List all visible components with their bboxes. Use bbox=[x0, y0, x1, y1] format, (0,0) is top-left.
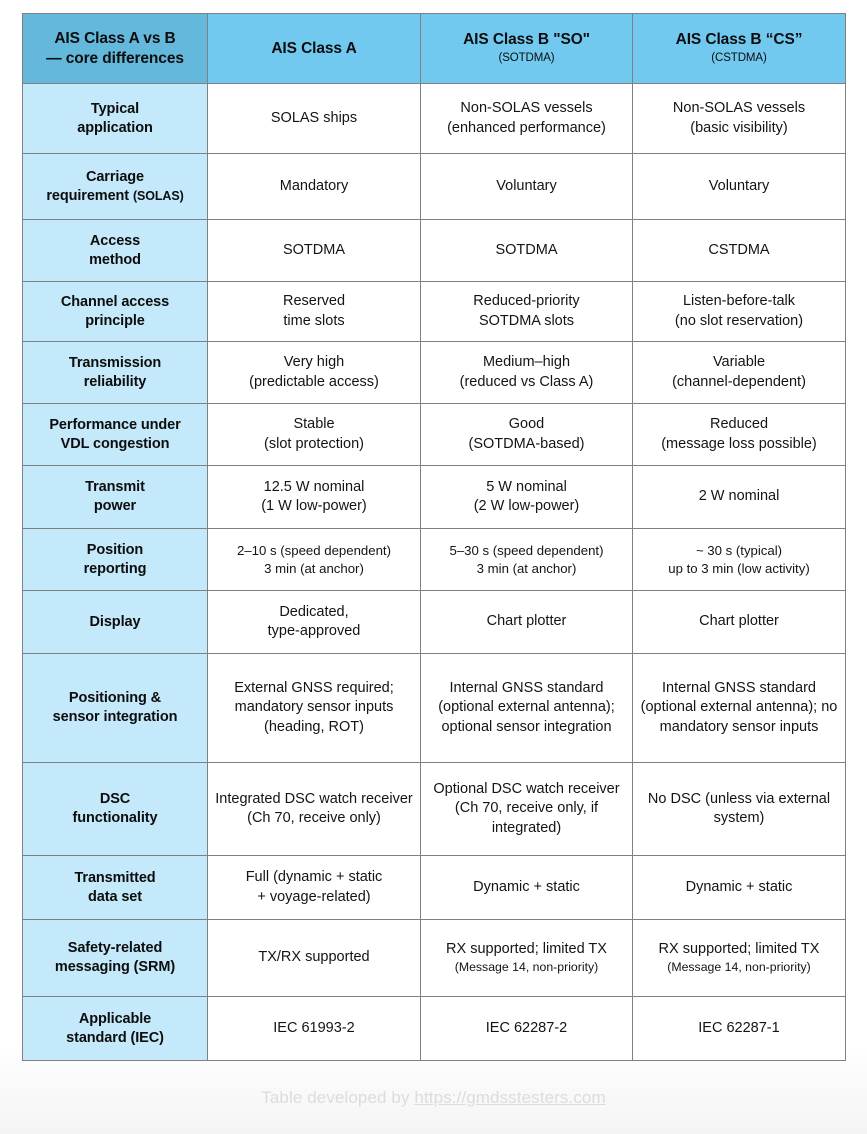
cell-text-2: (predictable access) bbox=[249, 373, 379, 390]
footer-link[interactable]: https://gmdsstesters.com bbox=[414, 1088, 606, 1107]
cell-text-2: (basic visibility) bbox=[690, 119, 788, 136]
cell-text: Stable bbox=[293, 416, 335, 433]
cell-class-a bbox=[208, 220, 421, 282]
comparison-table-container bbox=[22, 13, 845, 1061]
row-label-line2: requirement bbox=[46, 187, 130, 204]
cell-text: RX supported; limited TX bbox=[658, 941, 820, 958]
header-title-line2: — core differences bbox=[46, 49, 184, 67]
table-header bbox=[23, 14, 846, 84]
row-label-line1: Transmission bbox=[68, 354, 162, 371]
cell-note: (Message 14, non-priority) bbox=[454, 960, 599, 975]
header-row bbox=[23, 14, 846, 84]
cell-text-2: (1 W low-power) bbox=[261, 498, 367, 514]
header-title: AIS Class A bbox=[271, 39, 357, 57]
cell-text-2: (enhanced performance) bbox=[447, 119, 606, 136]
row-label-line2: VDL congestion bbox=[60, 435, 170, 452]
ais-comparison-table bbox=[22, 13, 846, 1061]
cell-text: Optional DSC watch receiver (Ch 70, receive only, if integrated) bbox=[433, 781, 620, 836]
cell-text: Internal GNSS standard (optional external antenna); optional sensor integration bbox=[438, 680, 615, 735]
cell-text: SOLAS ships bbox=[270, 109, 358, 126]
cell-class-b-so bbox=[421, 466, 633, 529]
cell-note: (Message 14, non-priority) bbox=[667, 960, 811, 975]
cell-text: Integrated DSC watch receiver (Ch 70, receive only) bbox=[215, 790, 413, 826]
cell-text: SOTDMA bbox=[282, 241, 346, 258]
cell-text-2: (no slot reservation) bbox=[674, 312, 804, 329]
row-label-positioning-sensor-integration bbox=[23, 654, 208, 763]
cell-class-b-cs bbox=[633, 466, 846, 529]
header-title: AIS Class B "SO" bbox=[463, 31, 590, 49]
cell-text: IEC 62287-2 bbox=[485, 1019, 568, 1036]
cell-class-a bbox=[208, 591, 421, 654]
cell-text: Non-SOLAS vessels bbox=[672, 100, 806, 117]
row-label-dsc-functionality bbox=[23, 763, 208, 856]
cell-class-a bbox=[208, 654, 421, 763]
cell-class-b-cs bbox=[633, 654, 846, 763]
cell-text-2: (SOTDMA-based) bbox=[468, 435, 585, 452]
cell-text: Dynamic + static bbox=[685, 878, 793, 895]
cell-class-a bbox=[208, 920, 421, 997]
row-label-line2: principle bbox=[85, 312, 145, 329]
cell-class-b-so bbox=[421, 997, 633, 1061]
cell-text-2: (message loss possible) bbox=[661, 435, 817, 452]
cell-text-2: type-approved bbox=[267, 623, 361, 639]
cell-class-b-so bbox=[421, 591, 633, 654]
cell-text-2: (slot protection) bbox=[264, 435, 364, 452]
cell-class-b-so bbox=[421, 220, 633, 282]
cell-text: Voluntary bbox=[496, 177, 557, 194]
row-label-line2: data set bbox=[88, 888, 142, 905]
row-label-transmission-reliability bbox=[23, 342, 208, 404]
cell-text: Listen-before-talk bbox=[682, 293, 796, 310]
cell-text: IEC 62287-1 bbox=[698, 1019, 780, 1036]
cell-text: RX supported; limited TX bbox=[446, 941, 607, 958]
cell-class-b-cs bbox=[633, 856, 846, 920]
row-label-line2: reliability bbox=[83, 373, 147, 390]
cell-text-2: + voyage-related) bbox=[257, 888, 371, 905]
table-row bbox=[23, 342, 846, 404]
cell-class-b-cs bbox=[633, 997, 846, 1061]
header-cell-class-b-so bbox=[421, 14, 633, 84]
cell-text: Internal GNSS standard (optional external antenna); no mandatory sensor inputs bbox=[640, 680, 838, 735]
cell-class-a bbox=[208, 342, 421, 404]
row-label-carriage-requirement bbox=[23, 154, 208, 220]
cell-text: Variable bbox=[712, 354, 766, 371]
cell-class-b-so bbox=[421, 282, 633, 342]
cell-text: Chart plotter bbox=[486, 613, 567, 630]
cell-text-2: time slots bbox=[283, 312, 345, 329]
row-label-applicable-standard bbox=[23, 997, 208, 1061]
cell-class-b-so bbox=[421, 342, 633, 404]
table-row bbox=[23, 591, 846, 654]
table-row bbox=[23, 920, 846, 997]
row-label-transmitted-data-set bbox=[23, 856, 208, 920]
cell-class-b-cs bbox=[633, 154, 846, 220]
row-label-line1: Typical bbox=[90, 100, 140, 117]
row-label-line1: Safety-related bbox=[67, 940, 163, 957]
cell-text: Dynamic + static bbox=[473, 878, 580, 895]
cell-class-b-so bbox=[421, 84, 633, 154]
row-label-small: (SOLAS) bbox=[132, 188, 184, 203]
cell-class-b-cs bbox=[633, 342, 846, 404]
cell-text: 2–10 s (speed dependent) bbox=[237, 543, 391, 559]
row-label-line1: Applicable bbox=[78, 1010, 152, 1027]
cell-text-2: SOTDMA slots bbox=[478, 312, 575, 329]
row-label-line1: DSC bbox=[99, 791, 131, 808]
header-subtitle: (SOTDMA) bbox=[498, 52, 555, 65]
header-title: AIS Class B “CS” bbox=[675, 31, 803, 49]
cell-text: Medium–high bbox=[482, 354, 571, 371]
cell-text: Reduced bbox=[709, 416, 769, 433]
footer-text: Table developed by bbox=[261, 1088, 410, 1107]
table-row bbox=[23, 856, 846, 920]
row-label-access-method bbox=[23, 220, 208, 282]
cell-text-2: (2 W low-power) bbox=[473, 498, 580, 514]
cell-class-b-so bbox=[421, 529, 633, 591]
cell-class-b-cs bbox=[633, 282, 846, 342]
cell-text: Chart plotter bbox=[699, 613, 779, 630]
row-label-line2: messaging (SRM) bbox=[54, 959, 176, 975]
cell-class-a bbox=[208, 84, 421, 154]
cell-text: No DSC (unless via external system) bbox=[647, 790, 831, 826]
row-label-line2: application bbox=[77, 119, 153, 136]
row-label-line2: sensor integration bbox=[52, 709, 178, 725]
cell-class-b-cs bbox=[633, 920, 846, 997]
cell-class-b-so bbox=[421, 920, 633, 997]
cell-text: SOTDMA bbox=[495, 241, 558, 258]
row-label-line1: Transmitted bbox=[74, 869, 156, 886]
row-label-line1: Channel access bbox=[60, 293, 170, 310]
header-title-line1: AIS Class A vs B bbox=[54, 29, 176, 47]
cell-text: Reserved bbox=[282, 293, 346, 310]
cell-text: CSTDMA bbox=[708, 241, 770, 258]
cell-text: Very high bbox=[283, 354, 345, 371]
row-label-line2: functionality bbox=[72, 810, 158, 826]
cell-class-b-cs bbox=[633, 591, 846, 654]
table-row bbox=[23, 529, 846, 591]
row-label-line2: reporting bbox=[83, 560, 147, 577]
row-label-line2: power bbox=[93, 498, 137, 514]
cell-text-2: (channel-dependent) bbox=[672, 373, 806, 390]
row-label-line1: Performance under bbox=[49, 416, 181, 433]
row-label-safety-related-messaging bbox=[23, 920, 208, 997]
row-label-line2: method bbox=[89, 251, 141, 268]
header-cell-class-a bbox=[208, 14, 421, 84]
table-body bbox=[23, 84, 846, 1061]
table-row bbox=[23, 154, 846, 220]
cell-class-a bbox=[208, 997, 421, 1061]
header-subtitle: (CSTDMA) bbox=[711, 52, 767, 65]
cell-text-2: (reduced vs Class A) bbox=[459, 373, 594, 390]
table-row bbox=[23, 997, 846, 1061]
cell-class-b-cs bbox=[633, 763, 846, 856]
cell-text: IEC 61993-2 bbox=[273, 1019, 355, 1036]
cell-text: Mandatory bbox=[279, 177, 349, 194]
cell-class-b-so bbox=[421, 404, 633, 466]
header-cell-criteria bbox=[23, 14, 208, 84]
cell-text: External GNSS required; mandatory sensor inputs (heading, ROT) bbox=[234, 680, 394, 735]
table-row bbox=[23, 763, 846, 856]
cell-text-2: 3 min (at anchor) bbox=[264, 560, 364, 576]
cell-text: TX/RX supported bbox=[258, 949, 370, 966]
cell-text: 12.5 W nominal bbox=[263, 478, 365, 495]
table-row bbox=[23, 466, 846, 529]
table-row bbox=[23, 84, 846, 154]
cell-class-a bbox=[208, 154, 421, 220]
cell-class-b-cs bbox=[633, 220, 846, 282]
row-label-line1: Transmit bbox=[85, 479, 145, 496]
cell-text: ~ 30 s (typical) bbox=[695, 543, 783, 559]
cell-text: 5–30 s (speed dependent) bbox=[449, 543, 604, 559]
footer-credit bbox=[0, 1088, 867, 1108]
row-label-channel-access-principle bbox=[23, 282, 208, 342]
cell-text-2: 3 min (at anchor) bbox=[476, 560, 577, 576]
table-row bbox=[23, 404, 846, 466]
cell-class-a bbox=[208, 466, 421, 529]
cell-class-b-cs bbox=[633, 404, 846, 466]
row-label-display bbox=[23, 591, 208, 654]
cell-text-2: up to 3 min (low activity) bbox=[668, 560, 810, 576]
row-label-line1: Display bbox=[89, 613, 141, 630]
cell-text: Full (dynamic + static bbox=[245, 869, 383, 886]
row-label-typical-application bbox=[23, 84, 208, 154]
cell-class-b-so bbox=[421, 154, 633, 220]
cell-class-a bbox=[208, 763, 421, 856]
cell-text: 5 W nominal bbox=[486, 478, 567, 495]
row-label-line1: Positioning & bbox=[68, 690, 162, 707]
row-label-position-reporting bbox=[23, 529, 208, 591]
row-label-transmit-power bbox=[23, 466, 208, 529]
cell-class-b-cs bbox=[633, 84, 846, 154]
cell-text: Voluntary bbox=[708, 177, 770, 194]
table-row bbox=[23, 282, 846, 342]
cell-class-b-so bbox=[421, 856, 633, 920]
row-label-line1: Access bbox=[89, 232, 141, 249]
cell-class-a bbox=[208, 529, 421, 591]
cell-class-a bbox=[208, 282, 421, 342]
cell-class-b-so bbox=[421, 763, 633, 856]
row-label-line2: standard (IEC) bbox=[66, 1029, 164, 1046]
cell-text: Good bbox=[508, 416, 545, 433]
cell-class-a bbox=[208, 404, 421, 466]
header-cell-class-b-cs bbox=[633, 14, 846, 84]
row-label-line1: Position bbox=[86, 541, 144, 558]
cell-text: 2 W nominal bbox=[698, 488, 780, 505]
table-row bbox=[23, 220, 846, 282]
row-label-line1: Carriage bbox=[85, 168, 145, 185]
cell-class-a bbox=[208, 856, 421, 920]
cell-text: Non-SOLAS vessels bbox=[460, 100, 593, 117]
cell-text: Dedicated, bbox=[279, 603, 349, 620]
cell-class-b-cs bbox=[633, 529, 846, 591]
cell-class-b-so bbox=[421, 654, 633, 763]
cell-text: Reduced-priority bbox=[473, 293, 580, 310]
table-row bbox=[23, 654, 846, 763]
row-label-performance-vdl-congestion bbox=[23, 404, 208, 466]
